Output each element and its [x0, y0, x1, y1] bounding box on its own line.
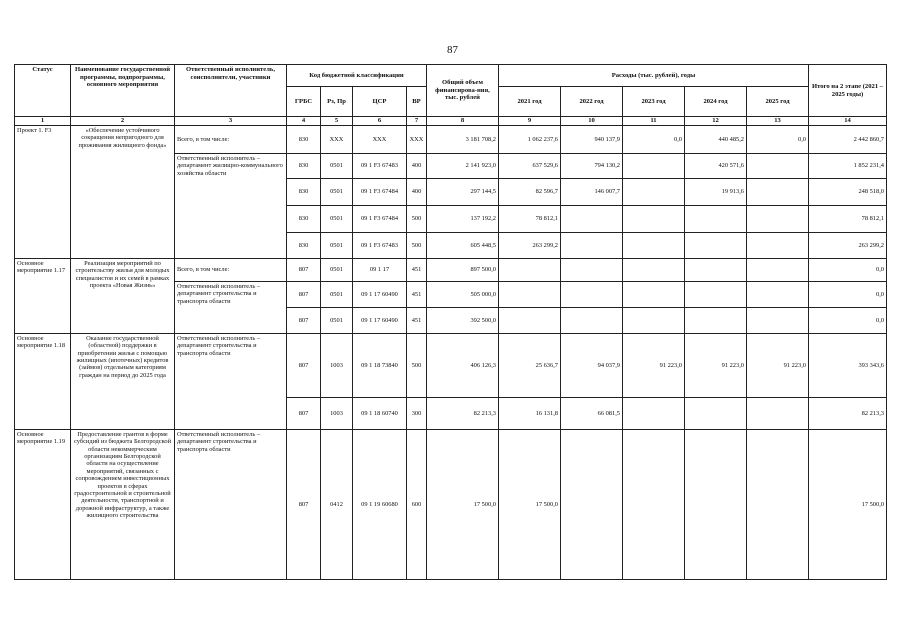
y2023-cell: 0,0	[623, 126, 685, 154]
y2022-cell: 940 137,9	[561, 126, 623, 154]
y2024-cell	[685, 259, 747, 282]
header-2025: 2025 год	[747, 87, 809, 117]
name-cell: Реализация мероприятий по строительству жилья для молодых специалистов и их семей в рамках проекта «Новая Жизнь»	[71, 259, 175, 334]
y2022-cell: 146 007,7	[561, 179, 623, 206]
header-csr: ЦСР	[353, 87, 407, 117]
y2025-cell: 91 223,0	[747, 334, 809, 398]
total-cell: 897 500,0	[427, 259, 499, 282]
csr-cell: 09 1 18 73840	[353, 334, 407, 398]
vr-cell: 500	[407, 334, 427, 398]
total-cell: 82 213,3	[427, 398, 499, 430]
executor-cell: Всего, в том числе:	[175, 259, 287, 282]
header-2023: 2023 год	[623, 87, 685, 117]
header-itogo: Итого на 2 этапе (2021 – 2025 годы)	[809, 65, 887, 117]
header-total: Общий объем финансирова-ния, тыс. рублей	[427, 65, 499, 117]
vr-cell: 400	[407, 154, 427, 179]
itogo-cell: 82 213,3	[809, 398, 887, 430]
rzpr-cell: 0501	[321, 154, 353, 179]
name-cell: «Обеспечение устойчивого сокращения непригодного для проживания жилищного фонда»	[71, 126, 175, 259]
csr-cell: 09 1 F3 67483	[353, 233, 407, 259]
column-number: 7	[407, 117, 427, 126]
total-cell: 297 144,5	[427, 179, 499, 206]
rzpr-cell: 0501	[321, 206, 353, 233]
y2024-cell: 19 913,6	[685, 179, 747, 206]
column-number: 12	[685, 117, 747, 126]
y2025-cell: 0,0	[747, 126, 809, 154]
column-number: 3	[175, 117, 287, 126]
grbs-cell: 830	[287, 179, 321, 206]
header-2021: 2021 год	[499, 87, 561, 117]
y2022-cell	[561, 259, 623, 282]
rzpr-cell: 0501	[321, 259, 353, 282]
header-2022: 2022 год	[561, 87, 623, 117]
y2025-cell	[747, 259, 809, 282]
header-name: Наименование государственной программы, подпрограммы, основного мероприятия	[71, 65, 175, 117]
column-number: 4	[287, 117, 321, 126]
y2023-cell	[623, 259, 685, 282]
executor-cell: Ответственный исполнитель – департамент строительства и транспорта области	[175, 430, 287, 580]
rzpr-cell: 0501	[321, 308, 353, 334]
table-row	[15, 259, 887, 282]
y2025-cell	[747, 308, 809, 334]
grbs-cell: 807	[287, 282, 321, 308]
vr-cell: XXX	[407, 126, 427, 154]
y2023-cell	[623, 206, 685, 233]
column-number: 8	[427, 117, 499, 126]
column-number: 2	[71, 117, 175, 126]
itogo-cell: 17 500,0	[809, 430, 887, 580]
y2025-cell	[747, 398, 809, 430]
total-cell: 406 126,3	[427, 334, 499, 398]
itogo-cell: 263 299,2	[809, 233, 887, 259]
y2021-cell: 78 812,1	[499, 206, 561, 233]
y2025-cell	[747, 154, 809, 179]
vr-cell: 300	[407, 398, 427, 430]
y2024-cell	[685, 308, 747, 334]
y2022-cell: 94 037,9	[561, 334, 623, 398]
y2024-cell	[685, 282, 747, 308]
y2024-cell	[685, 206, 747, 233]
name-cell: Оказание государственной (областной) поддержки в приобретении жилья с помощью жилищных (ипотечных) кредитов (займов) отдельным категориям граждан на период до 2025 года	[71, 334, 175, 430]
header-rzpr: Рз, Пр	[321, 87, 353, 117]
y2024-cell	[685, 233, 747, 259]
rzpr-cell: 0501	[321, 233, 353, 259]
header-budget-code: Код бюджетной классификации	[287, 65, 427, 87]
total-cell: 137 192,2	[427, 206, 499, 233]
column-number: 14	[809, 117, 887, 126]
y2021-cell: 16 131,8	[499, 398, 561, 430]
status-cell: Основное мероприятие 1.19	[15, 430, 71, 580]
y2021-cell: 82 596,7	[499, 179, 561, 206]
executor-cell: Всего, в том числе:	[175, 126, 287, 154]
csr-cell: 09 1 19 60680	[353, 430, 407, 580]
total-cell: 605 448,5	[427, 233, 499, 259]
vr-cell: 451	[407, 259, 427, 282]
csr-cell: 09 1 17 60490	[353, 308, 407, 334]
status-cell: Основное мероприятие 1.18	[15, 334, 71, 430]
itogo-cell: 78 812,1	[809, 206, 887, 233]
executor-cell: Ответственный исполнитель – департамент строительства и транспорта области	[175, 334, 287, 430]
header-vr: ВР	[407, 87, 427, 117]
y2024-cell: 91 223,0	[685, 334, 747, 398]
vr-cell: 451	[407, 282, 427, 308]
column-number: 5	[321, 117, 353, 126]
header-2024: 2024 год	[685, 87, 747, 117]
header-executor: Ответственный исполнитель, соисполнители, участники	[175, 65, 287, 117]
column-number: 11	[623, 117, 685, 126]
y2023-cell	[623, 233, 685, 259]
vr-cell: 500	[407, 206, 427, 233]
rzpr-cell: 1003	[321, 398, 353, 430]
itogo-cell: 1 852 231,4	[809, 154, 887, 179]
rzpr-cell: 1003	[321, 334, 353, 398]
y2023-cell	[623, 430, 685, 580]
y2022-cell	[561, 233, 623, 259]
itogo-cell: 0,0	[809, 259, 887, 282]
column-number: 9	[499, 117, 561, 126]
grbs-cell: 807	[287, 308, 321, 334]
y2024-cell: 440 485,2	[685, 126, 747, 154]
grbs-cell: 807	[287, 398, 321, 430]
y2023-cell: 91 223,0	[623, 334, 685, 398]
y2025-cell	[747, 282, 809, 308]
y2024-cell	[685, 398, 747, 430]
total-cell: 3 181 708,2	[427, 126, 499, 154]
grbs-cell: 830	[287, 154, 321, 179]
table-row	[15, 430, 887, 580]
total-cell: 505 000,0	[427, 282, 499, 308]
rzpr-cell: 0412	[321, 430, 353, 580]
total-cell: 17 500,0	[427, 430, 499, 580]
grbs-cell: 807	[287, 430, 321, 580]
column-number: 10	[561, 117, 623, 126]
y2025-cell	[747, 233, 809, 259]
rzpr-cell: 0501	[321, 179, 353, 206]
itogo-cell: 0,0	[809, 282, 887, 308]
y2021-cell: 17 500,0	[499, 430, 561, 580]
y2022-cell: 66 081,5	[561, 398, 623, 430]
rzpr-cell: XXX	[321, 126, 353, 154]
grbs-cell: 807	[287, 334, 321, 398]
header-expenses: Расходы (тыс. рублей), годы	[499, 65, 809, 87]
header-grbs: ГРБС	[287, 87, 321, 117]
y2022-cell	[561, 430, 623, 580]
total-cell: 2 141 923,0	[427, 154, 499, 179]
y2021-cell: 1 062 237,6	[499, 126, 561, 154]
column-number: 6	[353, 117, 407, 126]
y2022-cell	[561, 206, 623, 233]
y2024-cell: 420 571,6	[685, 154, 747, 179]
grbs-cell: 830	[287, 233, 321, 259]
grbs-cell: 830	[287, 126, 321, 154]
y2021-cell: 25 636,7	[499, 334, 561, 398]
itogo-cell: 2 442 860,7	[809, 126, 887, 154]
y2023-cell	[623, 154, 685, 179]
status-cell: Проект 1. F3	[15, 126, 71, 259]
executor-cell: Ответственный исполнитель – департамент жилищно-коммунального хозяйства области	[175, 154, 287, 259]
y2022-cell	[561, 308, 623, 334]
header-status: Статус	[15, 65, 71, 117]
vr-cell: 500	[407, 233, 427, 259]
itogo-cell: 0,0	[809, 308, 887, 334]
csr-cell: 09 1 F3 67483	[353, 154, 407, 179]
y2021-cell	[499, 259, 561, 282]
page-number: 87	[447, 44, 458, 56]
grbs-cell: 830	[287, 206, 321, 233]
y2022-cell: 794 130,2	[561, 154, 623, 179]
y2023-cell	[623, 308, 685, 334]
status-cell: Основное мероприятие 1.17	[15, 259, 71, 334]
y2023-cell	[623, 398, 685, 430]
csr-cell: 09 1 F3 67484	[353, 179, 407, 206]
y2024-cell	[685, 430, 747, 580]
grbs-cell: 807	[287, 259, 321, 282]
name-cell: Предоставление грантов в форме субсидий из бюджета Белгородской области некоммерческим организациям Белгородской области на осуществление мероприятий, связанных с сопровождением инвестиционных проектов в сферах градостроительной и строительной деятельности, транспортной и дорожной инфраструктур, а также жилищного строительства	[71, 430, 175, 580]
y2025-cell	[747, 430, 809, 580]
csr-cell: XXX	[353, 126, 407, 154]
column-number: 13	[747, 117, 809, 126]
vr-cell: 600	[407, 430, 427, 580]
csr-cell: 09 1 17	[353, 259, 407, 282]
y2023-cell	[623, 282, 685, 308]
csr-cell: 09 1 17 60490	[353, 282, 407, 308]
executor-cell: Ответственный исполнитель – департамент строительства и транспорта области	[175, 282, 287, 334]
table-row	[15, 334, 887, 398]
csr-cell: 09 1 18 60740	[353, 398, 407, 430]
itogo-cell: 393 343,6	[809, 334, 887, 398]
csr-cell: 09 1 F3 67484	[353, 206, 407, 233]
vr-cell: 400	[407, 179, 427, 206]
y2021-cell	[499, 282, 561, 308]
rzpr-cell: 0501	[321, 282, 353, 308]
vr-cell: 451	[407, 308, 427, 334]
y2022-cell	[561, 282, 623, 308]
column-number: 1	[15, 117, 71, 126]
budget-table	[14, 64, 887, 580]
y2023-cell	[623, 179, 685, 206]
y2021-cell: 263 299,2	[499, 233, 561, 259]
table-row	[15, 126, 887, 154]
y2025-cell	[747, 206, 809, 233]
y2021-cell: 637 529,6	[499, 154, 561, 179]
itogo-cell: 248 518,0	[809, 179, 887, 206]
y2021-cell	[499, 308, 561, 334]
total-cell: 392 500,0	[427, 308, 499, 334]
y2025-cell	[747, 179, 809, 206]
